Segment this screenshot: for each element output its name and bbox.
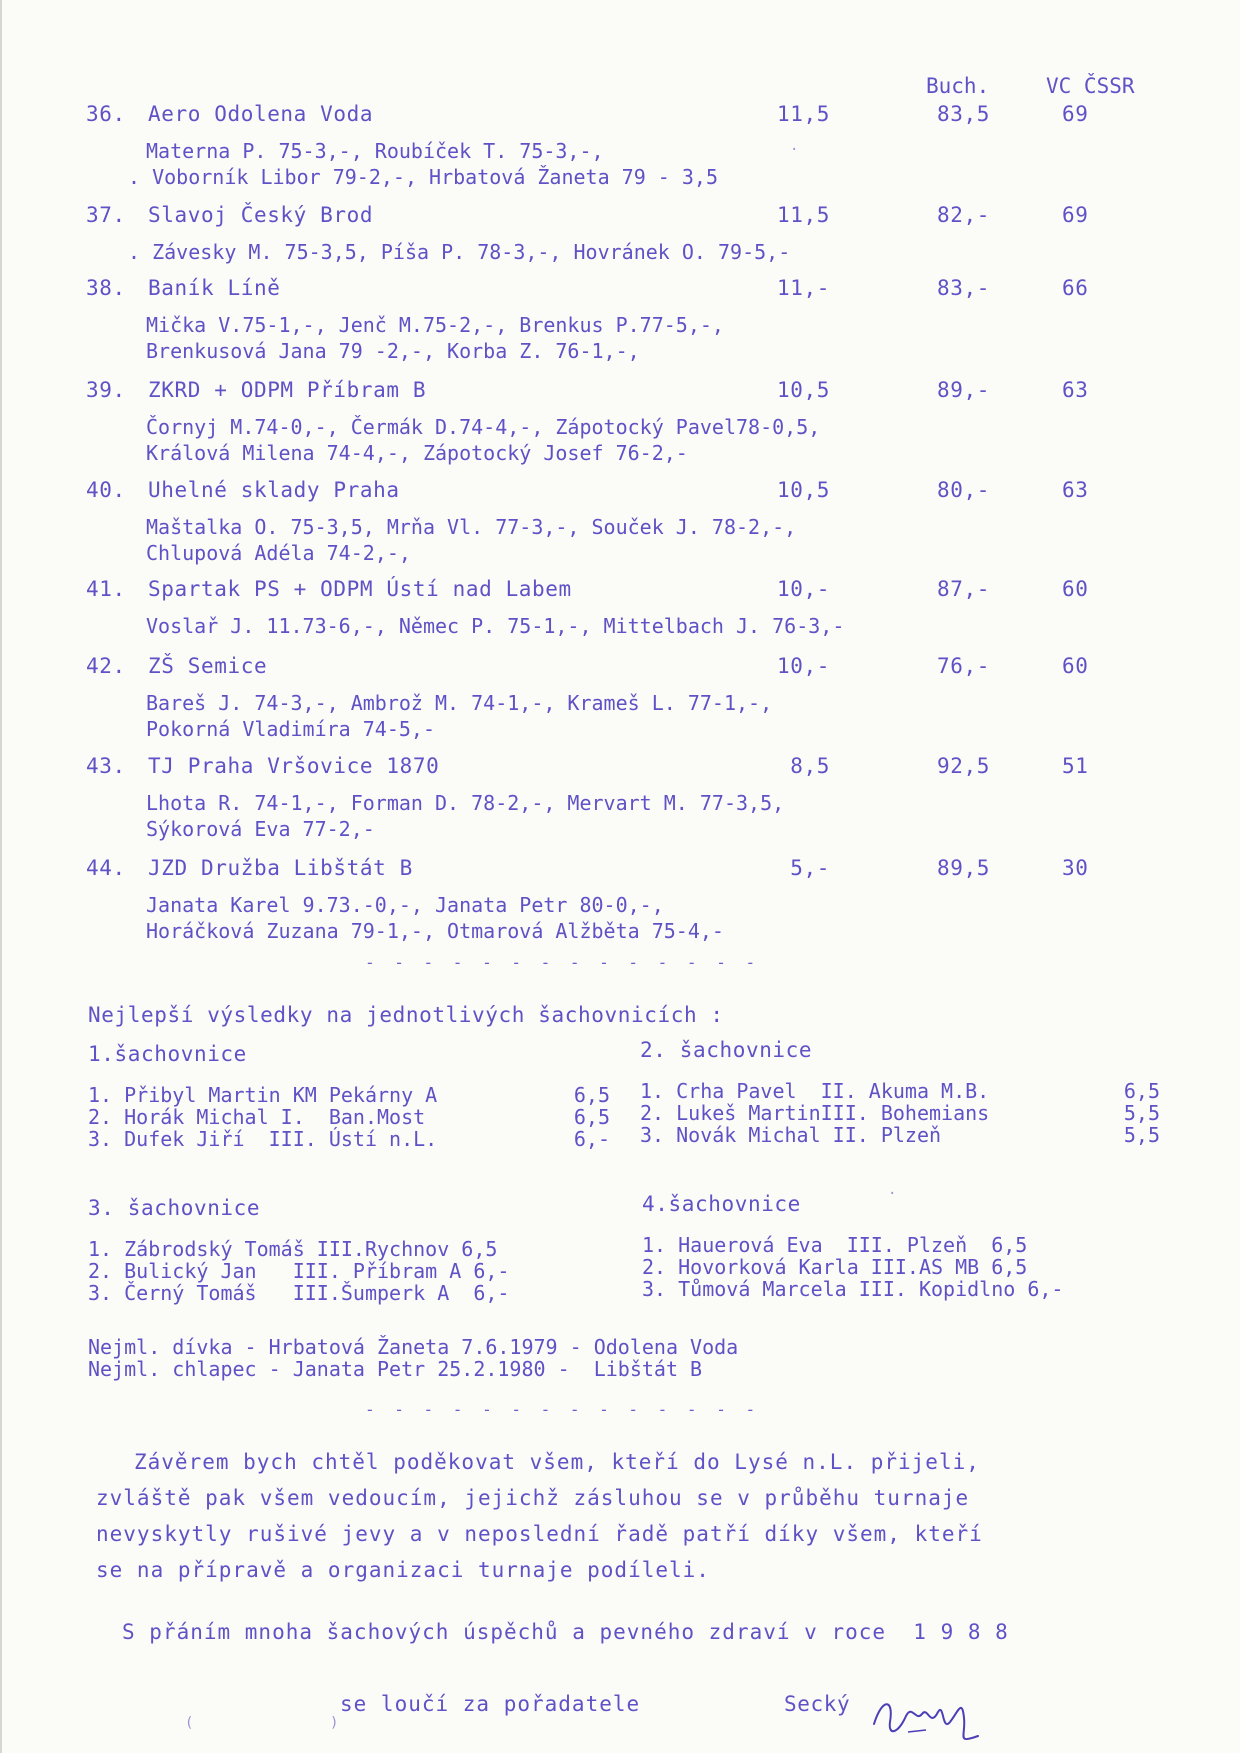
- team-buch: 83,5: [937, 102, 990, 126]
- team-score: 8,5: [790, 754, 830, 778]
- team-players-line: Horáčková Zuzana 79-1,-, Otmarová Alžběta 75-4,-: [146, 919, 724, 943]
- board-1-title: 1.šachovnice: [88, 1042, 247, 1066]
- team-players-line: Materna P. 75-3,-, Roubíček T. 75-3,-,: [146, 139, 604, 163]
- team-players-line: . Závesky M. 75-3,5, Píša P. 78-3,-, Hovránek O. 79-5,-: [128, 240, 791, 264]
- team-buch: 87,-: [937, 577, 990, 601]
- board-4-row: 3. Tůmová Marcela III. Kopidlno 6,-: [642, 1277, 1064, 1301]
- team-vc: 69: [1062, 102, 1089, 126]
- boards-title: Nejlepší výsledky na jednotlivých šachovnicích :: [88, 1003, 724, 1027]
- board-4-title: 4.šachovnice: [642, 1192, 801, 1216]
- team-name: JZD Družba Libštát B: [148, 856, 413, 880]
- paper-speck: ·: [790, 142, 799, 158]
- column-header-buch: Buch.: [926, 74, 990, 98]
- team-number: 37.: [86, 203, 126, 227]
- youngest-girl: Nejml. dívka - Hrbatová Žaneta 7.6.1979 - Odolena Voda: [88, 1335, 739, 1359]
- separator-line: - - - - - - - - - - - - - -: [365, 953, 761, 972]
- team-number: 42.: [86, 654, 126, 678]
- board-4-row: 2. Hovorková Karla III.AS MB 6,5: [642, 1255, 1028, 1279]
- team-name: Baník Líně: [148, 276, 281, 300]
- board-3-row: 3. Černý Tomáš III.Šumperk A 6,-: [88, 1281, 510, 1305]
- board-1-score: 6,5: [573, 1083, 610, 1107]
- board-2-score: 5,5: [1123, 1101, 1160, 1125]
- board-2-title: 2. šachovnice: [640, 1038, 813, 1062]
- farewell-line: se loučí za pořadatele: [340, 1692, 641, 1716]
- team-buch: 89,-: [937, 378, 990, 402]
- board-4-row: 1. Hauerová Eva III. Plzeň 6,5: [642, 1233, 1028, 1257]
- team-vc: 63: [1062, 378, 1089, 402]
- team-players-line: Pokorná Vladimíra 74-5,-: [146, 717, 435, 741]
- team-score: 10,-: [777, 654, 830, 678]
- board-1-score: 6,-: [573, 1127, 610, 1151]
- team-vc: 63: [1062, 478, 1089, 502]
- team-score: 11,5: [777, 102, 830, 126]
- paper-speck: ): [330, 1715, 339, 1731]
- team-players-line: Mička V.75-1,-, Jenč M.75-2,-, Brenkus P.77-5,-,: [146, 313, 724, 337]
- team-players-line: Maštalka O. 75-3,5, Mrňa Vl. 77-3,-, Souček J. 78-2,-,: [146, 515, 797, 539]
- team-number: 44.: [86, 856, 126, 880]
- team-buch: 80,-: [937, 478, 990, 502]
- team-name: ZŠ Semice: [148, 654, 268, 678]
- board-2-row: 1. Crha Pavel II. Akuma M.B.: [640, 1079, 990, 1103]
- column-header-vc: VC ČSSR: [1046, 74, 1135, 98]
- paper-speck: (: [185, 1715, 194, 1731]
- team-players-line: Bareš J. 74-3,-, Ambrož M. 74-1,-, Krameš L. 77-1,-,: [146, 691, 773, 715]
- board-3-title: 3. šachovnice: [88, 1196, 261, 1220]
- team-name: ZKRD + ODPM Příbram B: [148, 378, 427, 402]
- team-players-line: Janata Karel 9.73.-0,-, Janata Petr 80-0,-,: [146, 893, 664, 917]
- board-2-row: 3. Novák Michal II. Plzeň: [640, 1123, 942, 1147]
- team-number: 36.: [86, 102, 126, 126]
- team-players-line: Brenkusová Jana 79 -2,-, Korba Z. 76-1,-,: [146, 339, 640, 363]
- team-score: 10,5: [777, 378, 830, 402]
- wish-line: S přáním mnoha šachových úspěchů a pevného zdraví v roce 1 9 8 8: [122, 1620, 1009, 1644]
- signature-name: Secký: [784, 1692, 851, 1716]
- team-buch: 82,-: [937, 203, 990, 227]
- closing-line: Závěrem bych chtěl poděkovat všem, kteří do Lysé n.L. přijeli,: [134, 1450, 980, 1474]
- board-2-score: 6,5: [1123, 1079, 1160, 1103]
- team-players-line: Králová Milena 74-4,-, Zápotocký Josef 76-2,-: [146, 441, 688, 465]
- team-score: 10,5: [777, 478, 830, 502]
- team-number: 38.: [86, 276, 126, 300]
- team-buch: 92,5: [937, 754, 990, 778]
- team-players-line: Chlupová Adéla 74-2,-,: [146, 541, 411, 565]
- team-vc: 60: [1062, 577, 1089, 601]
- team-vc: 30: [1062, 856, 1089, 880]
- team-buch: 76,-: [937, 654, 990, 678]
- team-players-line: . Voborník Libor 79-2,-, Hrbatová Žaneta 79 - 3,5: [128, 165, 719, 189]
- youngest-boy: Nejml. chlapec - Janata Petr 25.2.1980 - Libštát B: [88, 1357, 703, 1381]
- team-score: 11,5: [777, 203, 830, 227]
- team-players-line: Čornyj M.74-0,-, Čermák D.74-4,-, Zápotocký Pavel78-0,5,: [146, 415, 821, 439]
- team-name: Uhelné sklady Praha: [148, 478, 400, 502]
- team-number: 40.: [86, 478, 126, 502]
- team-name: Spartak PS + ODPM Ústí nad Labem: [148, 577, 572, 601]
- closing-line: se na přípravě a organizaci turnaje podíleli.: [96, 1558, 710, 1582]
- team-number: 39.: [86, 378, 126, 402]
- team-players-line: Lhota R. 74-1,-, Forman D. 78-2,-, Mervart M. 77-3,5,: [146, 791, 785, 815]
- paper-speck: ·: [888, 1186, 897, 1202]
- team-vc: 51: [1062, 754, 1089, 778]
- board-1-row: 1. Přibyl Martin KM Pekárny A: [88, 1083, 438, 1107]
- board-3-row: 2. Bulický Jan III. Příbram A 6,-: [88, 1259, 510, 1283]
- scan-edge: [0, 0, 2, 1753]
- team-vc: 66: [1062, 276, 1089, 300]
- team-number: 41.: [86, 577, 126, 601]
- board-2-row: 2. Lukeš MartinIII. Bohemians: [640, 1101, 990, 1125]
- handwritten-signature: [868, 1692, 990, 1752]
- team-buch: 83,-: [937, 276, 990, 300]
- team-buch: 89,5: [937, 856, 990, 880]
- team-players-line: Voslař J. 11.73-6,-, Němec P. 75-1,-, Mittelbach J. 76-3,-: [146, 614, 845, 638]
- team-players-line: Sýkorová Eva 77-2,-: [146, 817, 375, 841]
- team-name: Slavoj Český Brod: [148, 203, 374, 227]
- closing-line: nevyskytly rušivé jevy a v neposlední řadě patří díky všem, kteří: [96, 1522, 983, 1546]
- board-3-row: 1. Zábrodský Tomáš III.Rychnov 6,5: [88, 1237, 498, 1261]
- team-score: 10,-: [777, 577, 830, 601]
- separator-line: - - - - - - - - - - - - - -: [365, 1400, 761, 1419]
- board-2-score: 5,5: [1123, 1123, 1160, 1147]
- board-1-score: 6,5: [573, 1105, 610, 1129]
- board-1-row: 2. Horák Michal I. Ban.Most: [88, 1105, 426, 1129]
- team-number: 43.: [86, 754, 126, 778]
- team-score: 11,-: [777, 276, 830, 300]
- team-vc: 69: [1062, 203, 1089, 227]
- team-name: TJ Praha Vršovice 1870: [148, 754, 440, 778]
- team-name: Aero Odolena Voda: [148, 102, 374, 126]
- board-1-row: 3. Dufek Jiří III. Ústí n.L.: [88, 1127, 438, 1151]
- closing-line: zvláště pak všem vedoucím, jejichž zásluhou se v průběhu turnaje: [96, 1486, 970, 1510]
- team-vc: 60: [1062, 654, 1089, 678]
- team-score: 5,-: [790, 856, 830, 880]
